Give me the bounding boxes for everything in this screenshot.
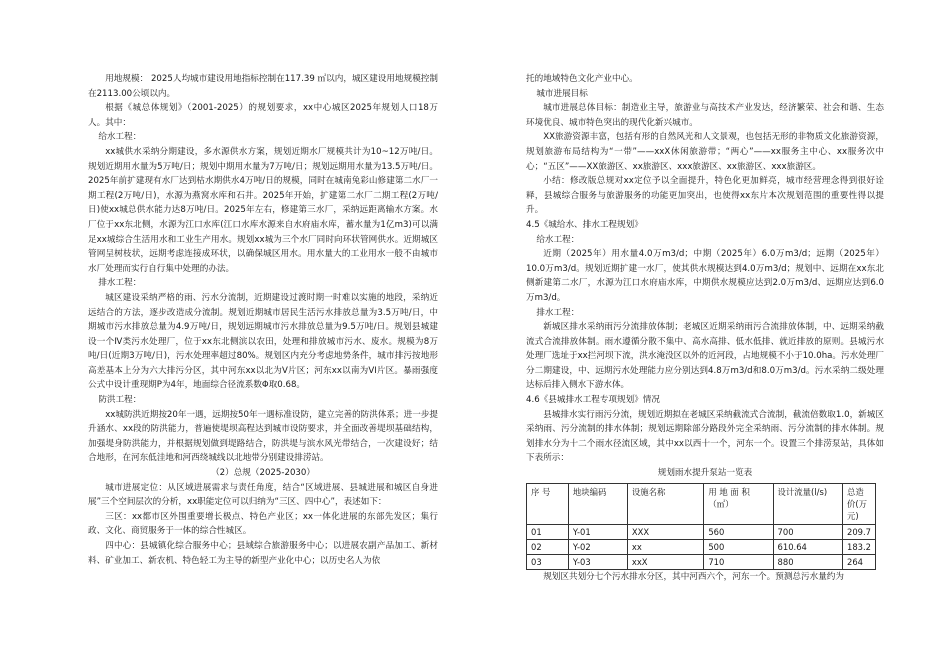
left-paragraph: 根据《城总体规划》（2001-2025）的规划要求，xx中心城区2025年规划人口18万人。其中： (88, 103, 438, 128)
table-cell: 03 (527, 554, 569, 569)
left-paragraph: 三区：xx都市区外围重要增长极点、特色产业区；xx一体化进展的东部先发区；集行政、文化、商贸服务于一体的综合性城区。 (88, 511, 438, 537)
header-index: 序 号 (527, 483, 569, 524)
left-paragraph: xx城防洪近期按20年一遇，远期按50年一遇标准设防，建立完善的防洪体系；进一步提升涵水、xx段的防洪能力，普遍使堤坝高程达到城市设防要求，并全面改善堤坝基础结构，加强堤身防洪能力，并根据规划做到堤路结合，防洪堤与滨水风光带结合，一次建设好；结合地形，在河东低洼地和河西绕城线以北地带分别建设排涝站。 (88, 409, 439, 464)
table-caption: 规划雨水提升泵站一览表 (657, 468, 753, 479)
header-facility-name: 设施名称 (627, 483, 703, 524)
right-paragraph: 近期（2025年）用水量4.0万m3/d；中期（2025年）6.0万m3/d；远期（2025年）10.0万m3/d。规划近期扩建一水厂，使其供水规模达到4.0万m3/d；规划中、远期在xx东北侧新建第二水厂，水源为江口水府庙水库，中期供水规模应达到2.0万m3/d、远期应达到6.0万m3/d。 (526, 249, 884, 303)
table-cell: 264 (843, 554, 876, 569)
table-cell: 500 (704, 539, 773, 554)
table-cell: xxX (627, 554, 703, 569)
table-cell: 02 (527, 539, 569, 554)
right-column (526, 72, 884, 584)
left-column (88, 72, 438, 568)
table-cell: 560 (704, 524, 773, 539)
left-paragraph: 用地规模： 2025人均城市建设用地指标控制在117.39 ㎡以内，城区建设用地规模控制在2113.00公顷以内。 (88, 74, 438, 99)
right-paragraph: 4.5《城给水、排水工程规划》 (526, 219, 643, 230)
header-land-area: 用 地 面 积（㎡） (704, 483, 773, 524)
right-paragraph: 托的地域特色文化产业中心。 (526, 74, 638, 84)
table-cell: xx (627, 539, 703, 554)
left-paragraph: xx城供水采纳分期建设，多水源供水方案，规划近期水厂规模共计为10~12万吨/日。规划近期用水量为5万吨/日；规划中期用水量为7万吨/日；规划远期用水量为13.5万吨/日。2025年前扩建现有水厂达到枯水期供水4万吨/日的规模，同时在城南兔彩山修建第二水厂一期工程(2万吨/日)，水源为燕窝水库和石井。2025年开始，扩建第二水厂二期工程(2万吨/日)使xx城总供水能力达8万吨/日。2025年左右，修建第三水厂，采纳远距离输水方案。水厂位于xx东北侧，水源为江口水库(江口水库水源来自水府庙水库，蓄水量为1亿m3)可以满足xx城综合生活用水和工业生产用水。规划xx城为三个水厂同时向环状管网供水。近期城区管网呈树枝状，远期考虑连接成环状，以确保城区用水。用水量大的工业用水一般不由城市水厂处理而实行自行集中处理的办法。 (88, 146, 438, 274)
right-paragraph: 城市进展总体目标：制造业主导，旅游业与高技术产业发达，经济繁荣、社会和谐、生态环境优良、城市特色突出的现代化新兴城市。 (526, 103, 884, 128)
left-paragraph: （2）总规（2025-2030） (211, 468, 315, 479)
table-cell: 880 (773, 554, 842, 569)
table-cell: Y-02 (568, 539, 627, 554)
table-cell: 209.7 (843, 524, 876, 539)
left-paragraph: 给水工程： (98, 132, 142, 143)
header-design-flow: 设计流量(l/s) (773, 483, 842, 524)
right-paragraph: 4.6《县城排水工程专项规划》情况 (526, 395, 660, 406)
header-block-code: 地块编码 (568, 483, 627, 524)
left-paragraph: 防洪工程： (98, 395, 142, 406)
right-paragraph: 新城区排水采纳雨污分流排放体制；老城区近期采纳雨污合流排放体制，中、远期采纳截流式合流排放体制。雨水遵循分散不集中、高水高排、低水低排、就近排放的原则。县城污水处理厂选址于xx拦河坝下流，洪水淹没区以外的近河段，占地规模不小于10.0ha。污水处理厂分二期建设，中、远期污水处理能力应分别达到4.8万m3/d和8.0万m3/d。污水采纳二级处理达标后排入侧水下游水体。 (526, 322, 884, 391)
right-paragraph: 给水工程： (536, 234, 580, 245)
right-paragraph: 县城排水实行雨污分流，规划近期拟在老城区采纳截流式合流制，截流倍数取1.0，新城区采纳雨、污分流制的排水体制；规划远期除部分路段外完全采纳雨、污分流制的排水体制。规划排水分为十二个雨水径流区域，其中xx以西十一个，河东一个。设置三个排涝泵站，具体如下表所示： (526, 409, 884, 464)
left-paragraph: 排水工程： (98, 278, 142, 289)
table-cell: Y-03 (568, 554, 627, 569)
table-cell: 710 (704, 554, 773, 569)
table-cell: 01 (527, 524, 569, 539)
right-paragraph: 排水工程： (536, 307, 580, 318)
table-cell: 700 (773, 524, 842, 539)
table-row (527, 554, 876, 569)
right-paragraph: 城市进展目标 (536, 88, 588, 99)
pump-station-table (526, 483, 876, 570)
header-total-cost: 总造价(万元) (843, 483, 876, 524)
table-cell: 183.2 (843, 539, 876, 554)
right-paragraph: 小结：修改版总规对xx定位予以全面提升，特色化更加鲜亮，城市经营理念得到很好诠释，县城综合服务与旅游服务的功能更加突出，也使得xx东片本次规划范围的重要性得以提升。 (526, 176, 884, 216)
table-cell: 610.64 (773, 539, 842, 554)
table-row (527, 539, 876, 554)
paragraph-after-table: 规划区共划分七个污水排水分区，其中河西六个，河东一个。预测总污水量约为 (543, 571, 844, 582)
table-body (527, 524, 876, 569)
left-paragraph: 城市进展定位：从区域进展需求与责任角度，结合“区域进展、县城进展和城区自身进展”三个空间层次的分析，xx职能定位可以归纳为“三区、四中心”，表述如下： (88, 482, 438, 508)
table-header-row (527, 483, 876, 524)
table-cell: Y-01 (568, 524, 627, 539)
table-row (527, 524, 876, 539)
left-paragraph: 城区建设采纳严格的雨、污水分流制，近期建设过渡时期一时难以实施的地段，采纳近远结合的方法，逐步改造成分流制。规划近期城市居民生活污水排放总量为3.5万吨/日，中期城市污水排放总量为4.9万吨/日，规划远期城市污水排放总量为9.5万吨/日。规划县城建设一个Ⅳ类污水处理厂，位于xx东北侧滨以农田，处理和排放城市污水、废水。规模为8万吨/日(近期3万吨/日)，污水处理率超过80%。规划区内充分考虑地势条件，城市排污按地形高差基本上分为六大排污分区，其中河东xx以北为V片区；河东xx以南为VI片区。暴雨强度公式中设计重现期P为4年，地面综合径流系数Φ取0.68。 (88, 292, 438, 391)
right-paragraph: XX旅游资源丰富，包括有形的自然风光和人文景观，也包括无形的非物质文化旅游资源，规划旅游布局结构为“一带”——xxX休闲旅游带；“两心”——xx服务主中心、xx服务次中心；“五区”——XX旅游区、xx旅游区、xxx旅游区、xx旅游区、xxx旅游区。 (526, 132, 884, 172)
left-paragraph: 四中心：县城镇化综合服务中心；县域综合旅游服务中心；以进展农副产品加工、新材料、矿业加工、新农机、特色轻工为主导的新型产业化中心；以历史名人为依 (88, 541, 438, 566)
table-cell: XXX (627, 524, 703, 539)
right-paragraphs (526, 72, 884, 466)
